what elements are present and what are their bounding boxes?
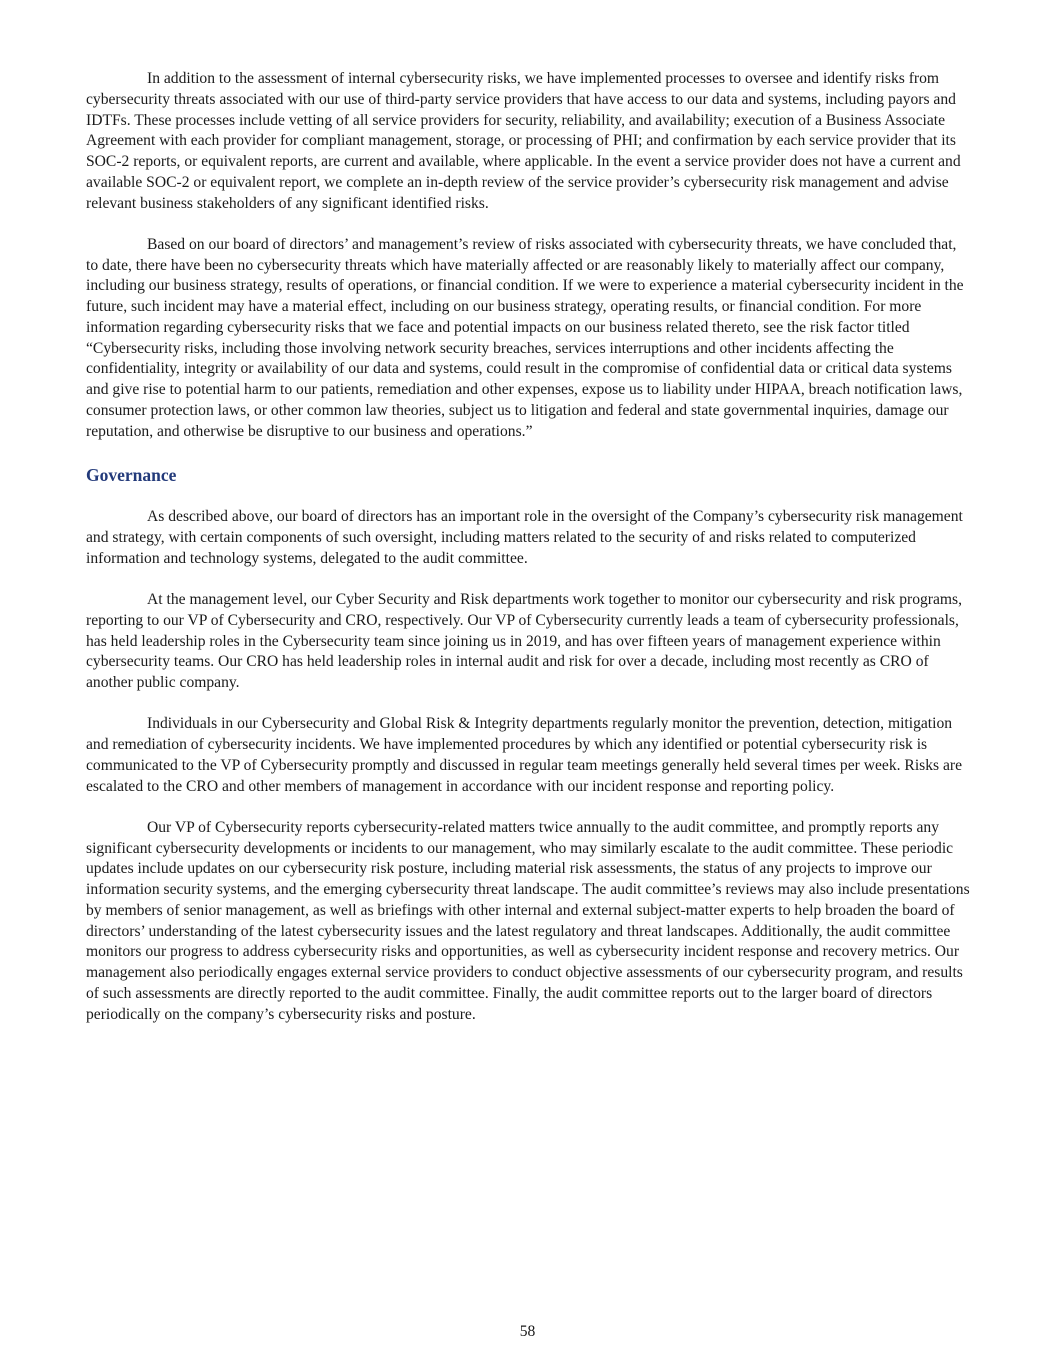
reporting-paragraph: Our VP of Cybersecurity reports cybersecurity-related matters twice annually to the audit committee, and promptly reports any significant cybersecurity developments or incidents to our management, who may similarly escalate to the audit committee. These periodic updates include updates on our cybersecurity risk posture, including material risk assessments, the status of any projects to improve our information security systems, and the emerging cybersecurity threat landscape. The audit committee’s reviews may also include presentations by members of senior management, as well as briefings with other internal and external subject-matter experts to help broaden the board of directors’ understanding of the latest cybersecurity issues and the latest regulatory and threat landscapes. Additionally, the audit committee monitors our progress to address cybersecurity risks and opportunities, as well as cybersecurity incident response and recovery metrics. Our management also periodically engages external service providers to conduct objective assessments of our cybersecurity program, and results of such assessments are directly reported to the audit committee. Finally, the audit committee reports out to the larger board of directors periodically on the company’s cybersecurity risks and posture. xyxy=(86,818,970,1023)
paragraph-spacer xyxy=(86,442,970,463)
paragraph-spacer xyxy=(86,694,970,715)
page-body xyxy=(86,69,970,1025)
third-party-risk-paragraph: In addition to the assessment of internal cybersecurity risks, we have implemented processes to oversee and identify risks from cybersecurity threats associated with our use of third-party service providers that have access to our data and systems, including payors and IDTFs. These processes include vetting of all service providers for security, reliability, and availability; execution of a Business Associate Agreement with each provider for compliant management, storage, or processing of PHI; and confirmation by each service provider that its SOC-2 reports, or equivalent reports, are current and available, where applicable. In the event a service provider does not have a current and available SOC-2 or equivalent report, we complete an in-depth review of the service provider’s cybersecurity risk management and advise relevant business stakeholders of any significant identified risks. xyxy=(86,70,961,212)
risk-conclusion-paragraph: Based on our board of directors’ and management’s review of risks associated with cybersecurity threats, we have concluded that, to date, there have been no cybersecurity threats which have materially affected or are reasonably likely to materially affect our company, including our business strategy, results of operations, or financial condition. If we were to experience a material cybersecurity incident in the future, such incident may have a material effect, including on our business strategy, operating results, or financial condition. For more information regarding cybersecurity risks that we face and potential impacts on our business related thereto, see the risk factor titled “Cybersecurity risks, including those involving network security breaches, services interruptions and other incidents affecting the confidentiality, integrity or availability of our data and systems, could result in the compromise of confidential data or critical data systems and give rise to potential harm to our patients, remediation and other expenses, expose us to liability under HIPAA, breach notification laws, consumer protection laws, or other common law theories, subject us to litigation and federal and state governmental inquiries, damage our reputation, and otherwise be disruptive to our business and operations.” xyxy=(86,235,964,440)
governance-heading: Governance xyxy=(86,464,177,485)
page-number: 58 xyxy=(519,1323,536,1340)
board-oversight-paragraph: As described above, our board of directors has an important role in the oversight of the Company’s cybersecurity risk management and strategy, with certain components of such oversight, including matters related to the security of and risks related to computerized information and technology systems, delegated to the audit committee. xyxy=(86,508,963,567)
paragraph-spacer xyxy=(86,570,970,591)
management-level-paragraph: At the management level, our Cyber Security and Risk departments work together to monitor our cybersecurity and risk programs, reporting to our VP of Cybersecurity and CRO, respectively. Our VP of Cybersecurity currently leads a team of cybersecurity professionals, has held leadership roles in the Cybersecurity team since joining us in 2019, and has over fifteen years of management experience within cybersecurity teams. Our CRO has held leadership roles in internal audit and risk for over a decade, including most recently as CRO of another public company. xyxy=(86,591,962,691)
monitoring-paragraph: Individuals in our Cybersecurity and Global Risk & Integrity departments regularly monitor the prevention, detection, mitigation and remediation of cybersecurity incidents. We have implemented procedures by which any identified or potential cybersecurity risk is communicated to the VP of Cybersecurity promptly and discussed in regular team meetings generally held several times per week. Risks are escalated to the CRO and other members of management in accordance with our incident response and reporting policy. xyxy=(86,715,963,795)
paragraph-spacer xyxy=(86,797,970,818)
paragraph-spacer xyxy=(86,487,970,508)
paragraph-spacer xyxy=(86,214,970,235)
